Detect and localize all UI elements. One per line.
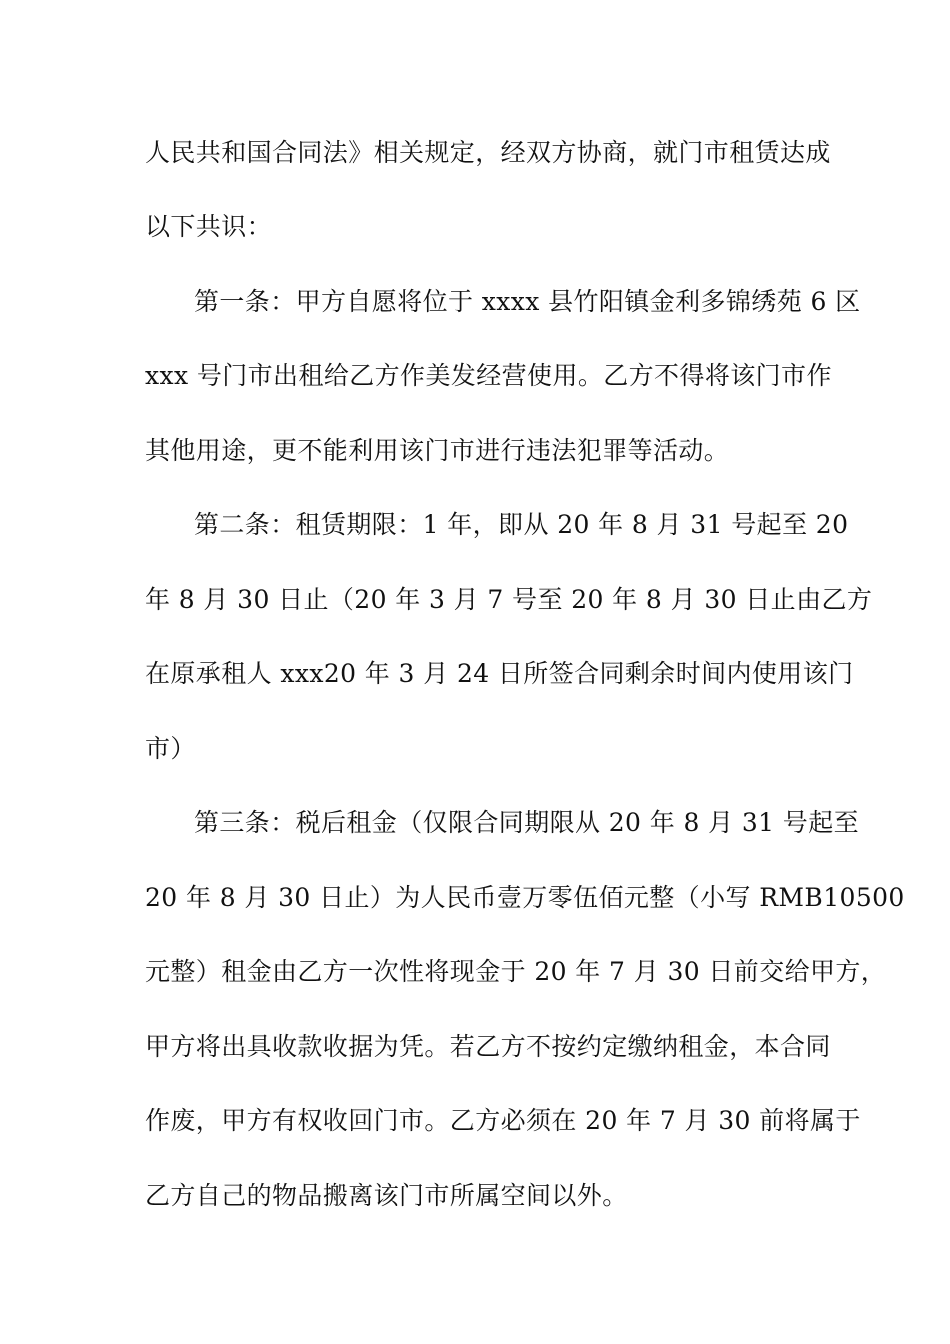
article-3-line: 第三条：税后租金（仅限合同期限从 20 年 8 月 31 号起至 (194, 808, 860, 837)
paragraph-line: 以下共识： (145, 212, 273, 241)
article-3-line: 元整）租金由乙方一次性将现金于 20 年 7 月 30 日前交给甲方， (145, 957, 887, 986)
article-3-line: 乙方自己的物品搬离该门市所属空间以外。 (145, 1181, 628, 1210)
article-2-line: 年 8 月 30 日止（20 年 3 月 7 号至 20 年 8 月 30 日止由乙方 (145, 585, 873, 614)
article-2-line: 在原承租人 xxx20 年 3 月 24 日所签合同剩余时间内使用该门 (145, 659, 854, 688)
article-3-line: 作废，甲方有权收回门市。乙方必须在 20 年 7 月 30 前将属于 (145, 1106, 861, 1135)
article-2-line: 第二条：租赁期限：1 年，即从 20 年 8 月 31 号起至 20 (194, 510, 849, 539)
paragraph-line: 人民共和国合同法》相关规定，经双方协商，就门市租赁达成 (145, 138, 831, 167)
article-3-line: 甲方将出具收款收据为凭。若乙方不按约定缴纳租金，本合同 (145, 1032, 831, 1061)
article-1-line: xxx 号门市出租给乙方作美发经营使用。乙方不得将该门市作 (145, 361, 832, 390)
article-2-line: 市） (145, 734, 196, 763)
article-1-line: 其他用途，更不能利用该门市进行违法犯罪等活动。 (145, 436, 730, 465)
article-3-line: 20 年 8 月 30 日止）为人民币壹万零伍佰元整（小写 RMB10500 (145, 883, 905, 912)
article-1-line: 第一条：甲方自愿将位于 xxxx 县竹阳镇金利多锦绣苑 6 区 (194, 287, 861, 316)
